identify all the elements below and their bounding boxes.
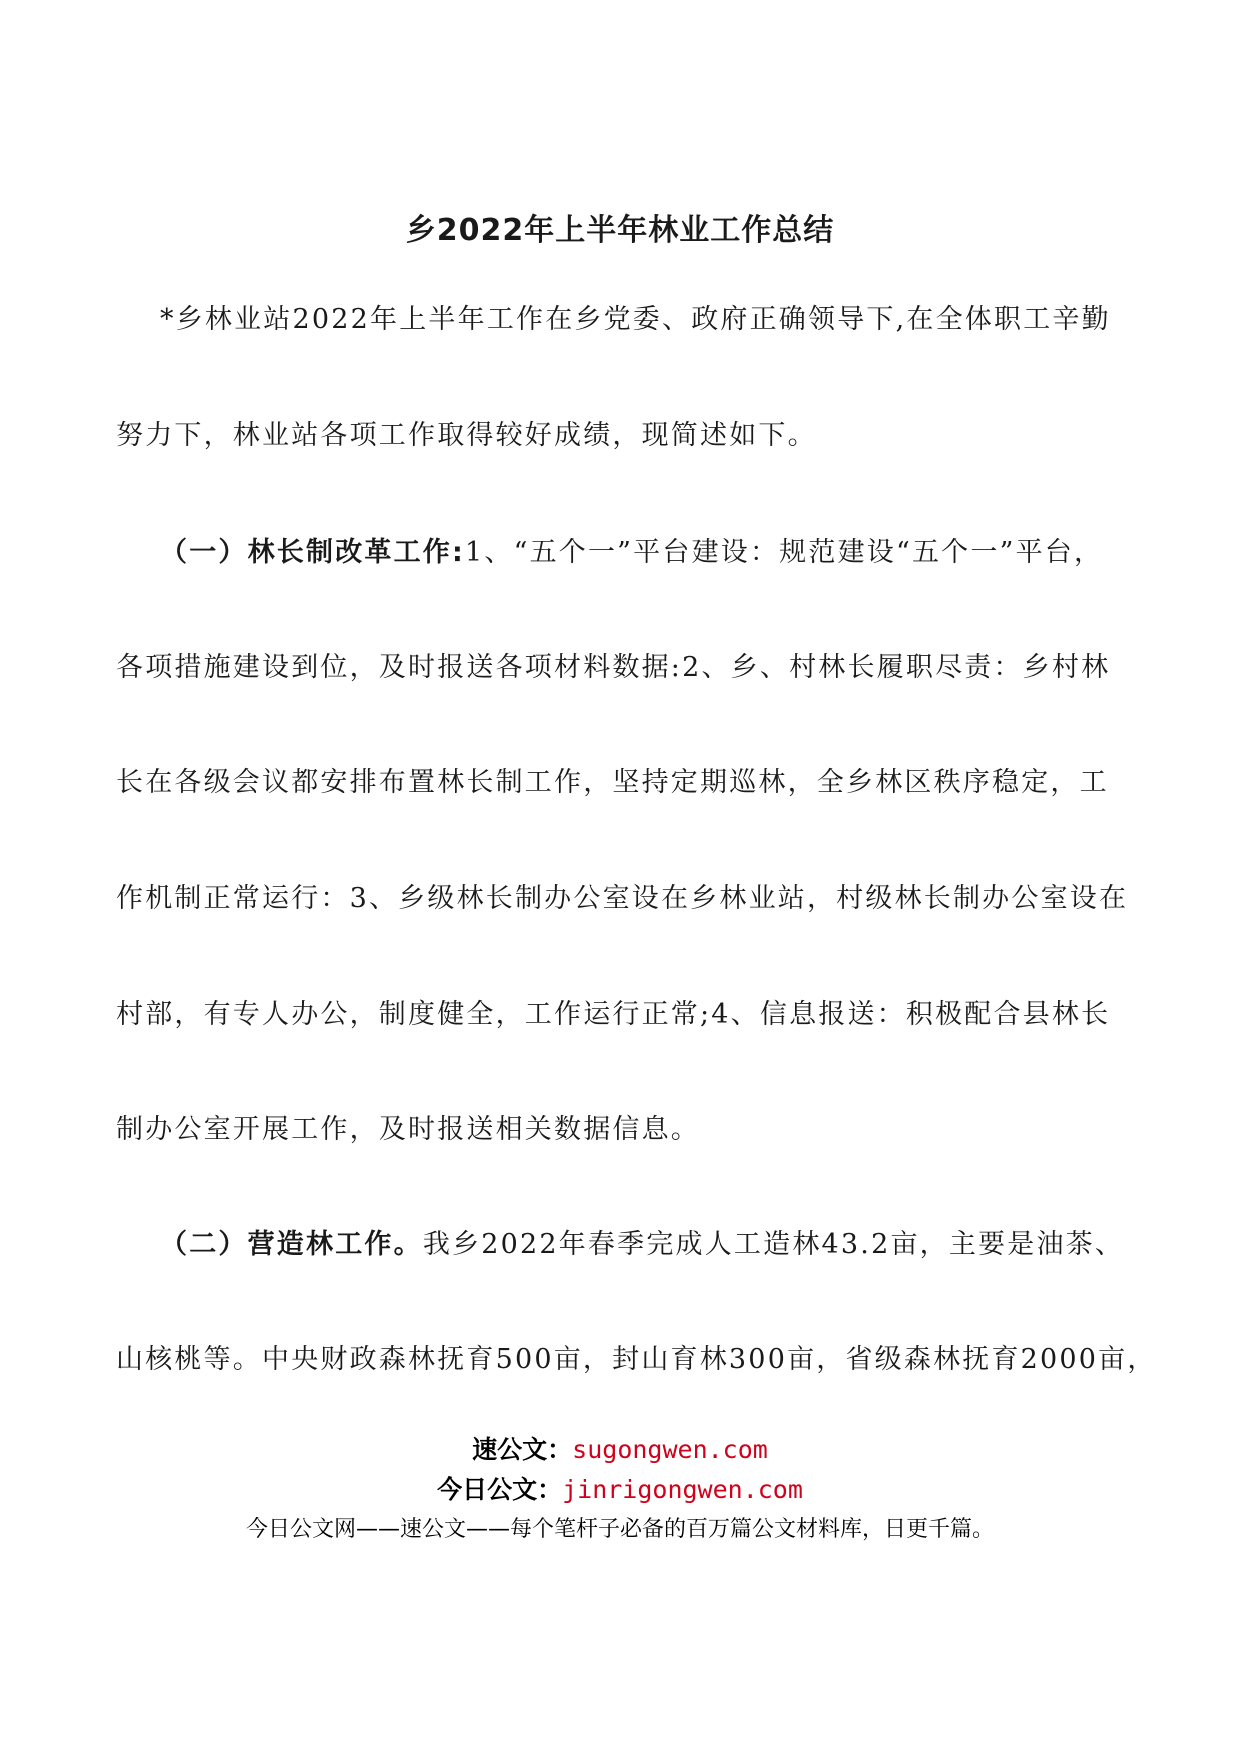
footer-line-2 xyxy=(0,1470,1240,1506)
paragraph-text: 1、“五个一”平台建设：规范建设“五个一”平台， xyxy=(465,537,1104,568)
paragraph-line: 作机制正常运行：3、乡级林长制办公室设在乡林业站，村级林长制办公室设在 xyxy=(116,883,1129,914)
paragraph-line: *乡林业站2022年上半年工作在乡党委、政府正确领导下,在全体职工辛勤 xyxy=(160,304,1111,335)
paragraph-line: 努力下，林业站各项工作取得较好成绩，现简述如下。 xyxy=(116,420,817,451)
paragraph-line: 村部，有专人办公，制度健全，工作运行正常;4、信息报送：积极配合县林长 xyxy=(116,999,1111,1030)
paragraph-line xyxy=(160,530,1136,569)
footer-line-1 xyxy=(0,1430,1240,1466)
paragraph-line: 制办公室开展工作，及时报送相关数据信息。 xyxy=(116,1114,700,1145)
paragraph-line: 山核桃等。中央财政森林抚育500亩，封山育林300亩，省级森林抚育2000亩， xyxy=(116,1344,1157,1375)
footer-label-1: 速公文： xyxy=(472,1435,573,1464)
document-title: 乡2022年上半年林业工作总结 xyxy=(405,213,835,248)
footer-link-jinrigongwen[interactable]: jinrigongwen.com xyxy=(562,1475,803,1504)
paragraph-line: 各项措施建设到位，及时报送各项材料数据:2、乡、村林长履职尽责：乡村林 xyxy=(116,652,1111,683)
section-heading-2: （二）营造林工作。 xyxy=(160,1229,423,1260)
footer-label-2: 今日公文： xyxy=(437,1475,563,1504)
footer-slogan: 今日公文网——速公文——每个笔杆子必备的百万篇公文材料库，日更千篇。 xyxy=(245,1517,994,1542)
section-heading-1: （一）林长制改革工作: xyxy=(160,537,465,568)
paragraph-text: 我乡2022年春季完成人工造林43.2亩，主要是油茶、 xyxy=(422,1229,1125,1260)
paragraph-line: 长在各级会议都安排布置林长制工作，坚持定期巡林，全乡林区秩序稳定，工 xyxy=(116,767,1109,798)
paragraph-line xyxy=(160,1222,1136,1261)
footer-link-sugongwen[interactable]: sugongwen.com xyxy=(572,1435,768,1464)
